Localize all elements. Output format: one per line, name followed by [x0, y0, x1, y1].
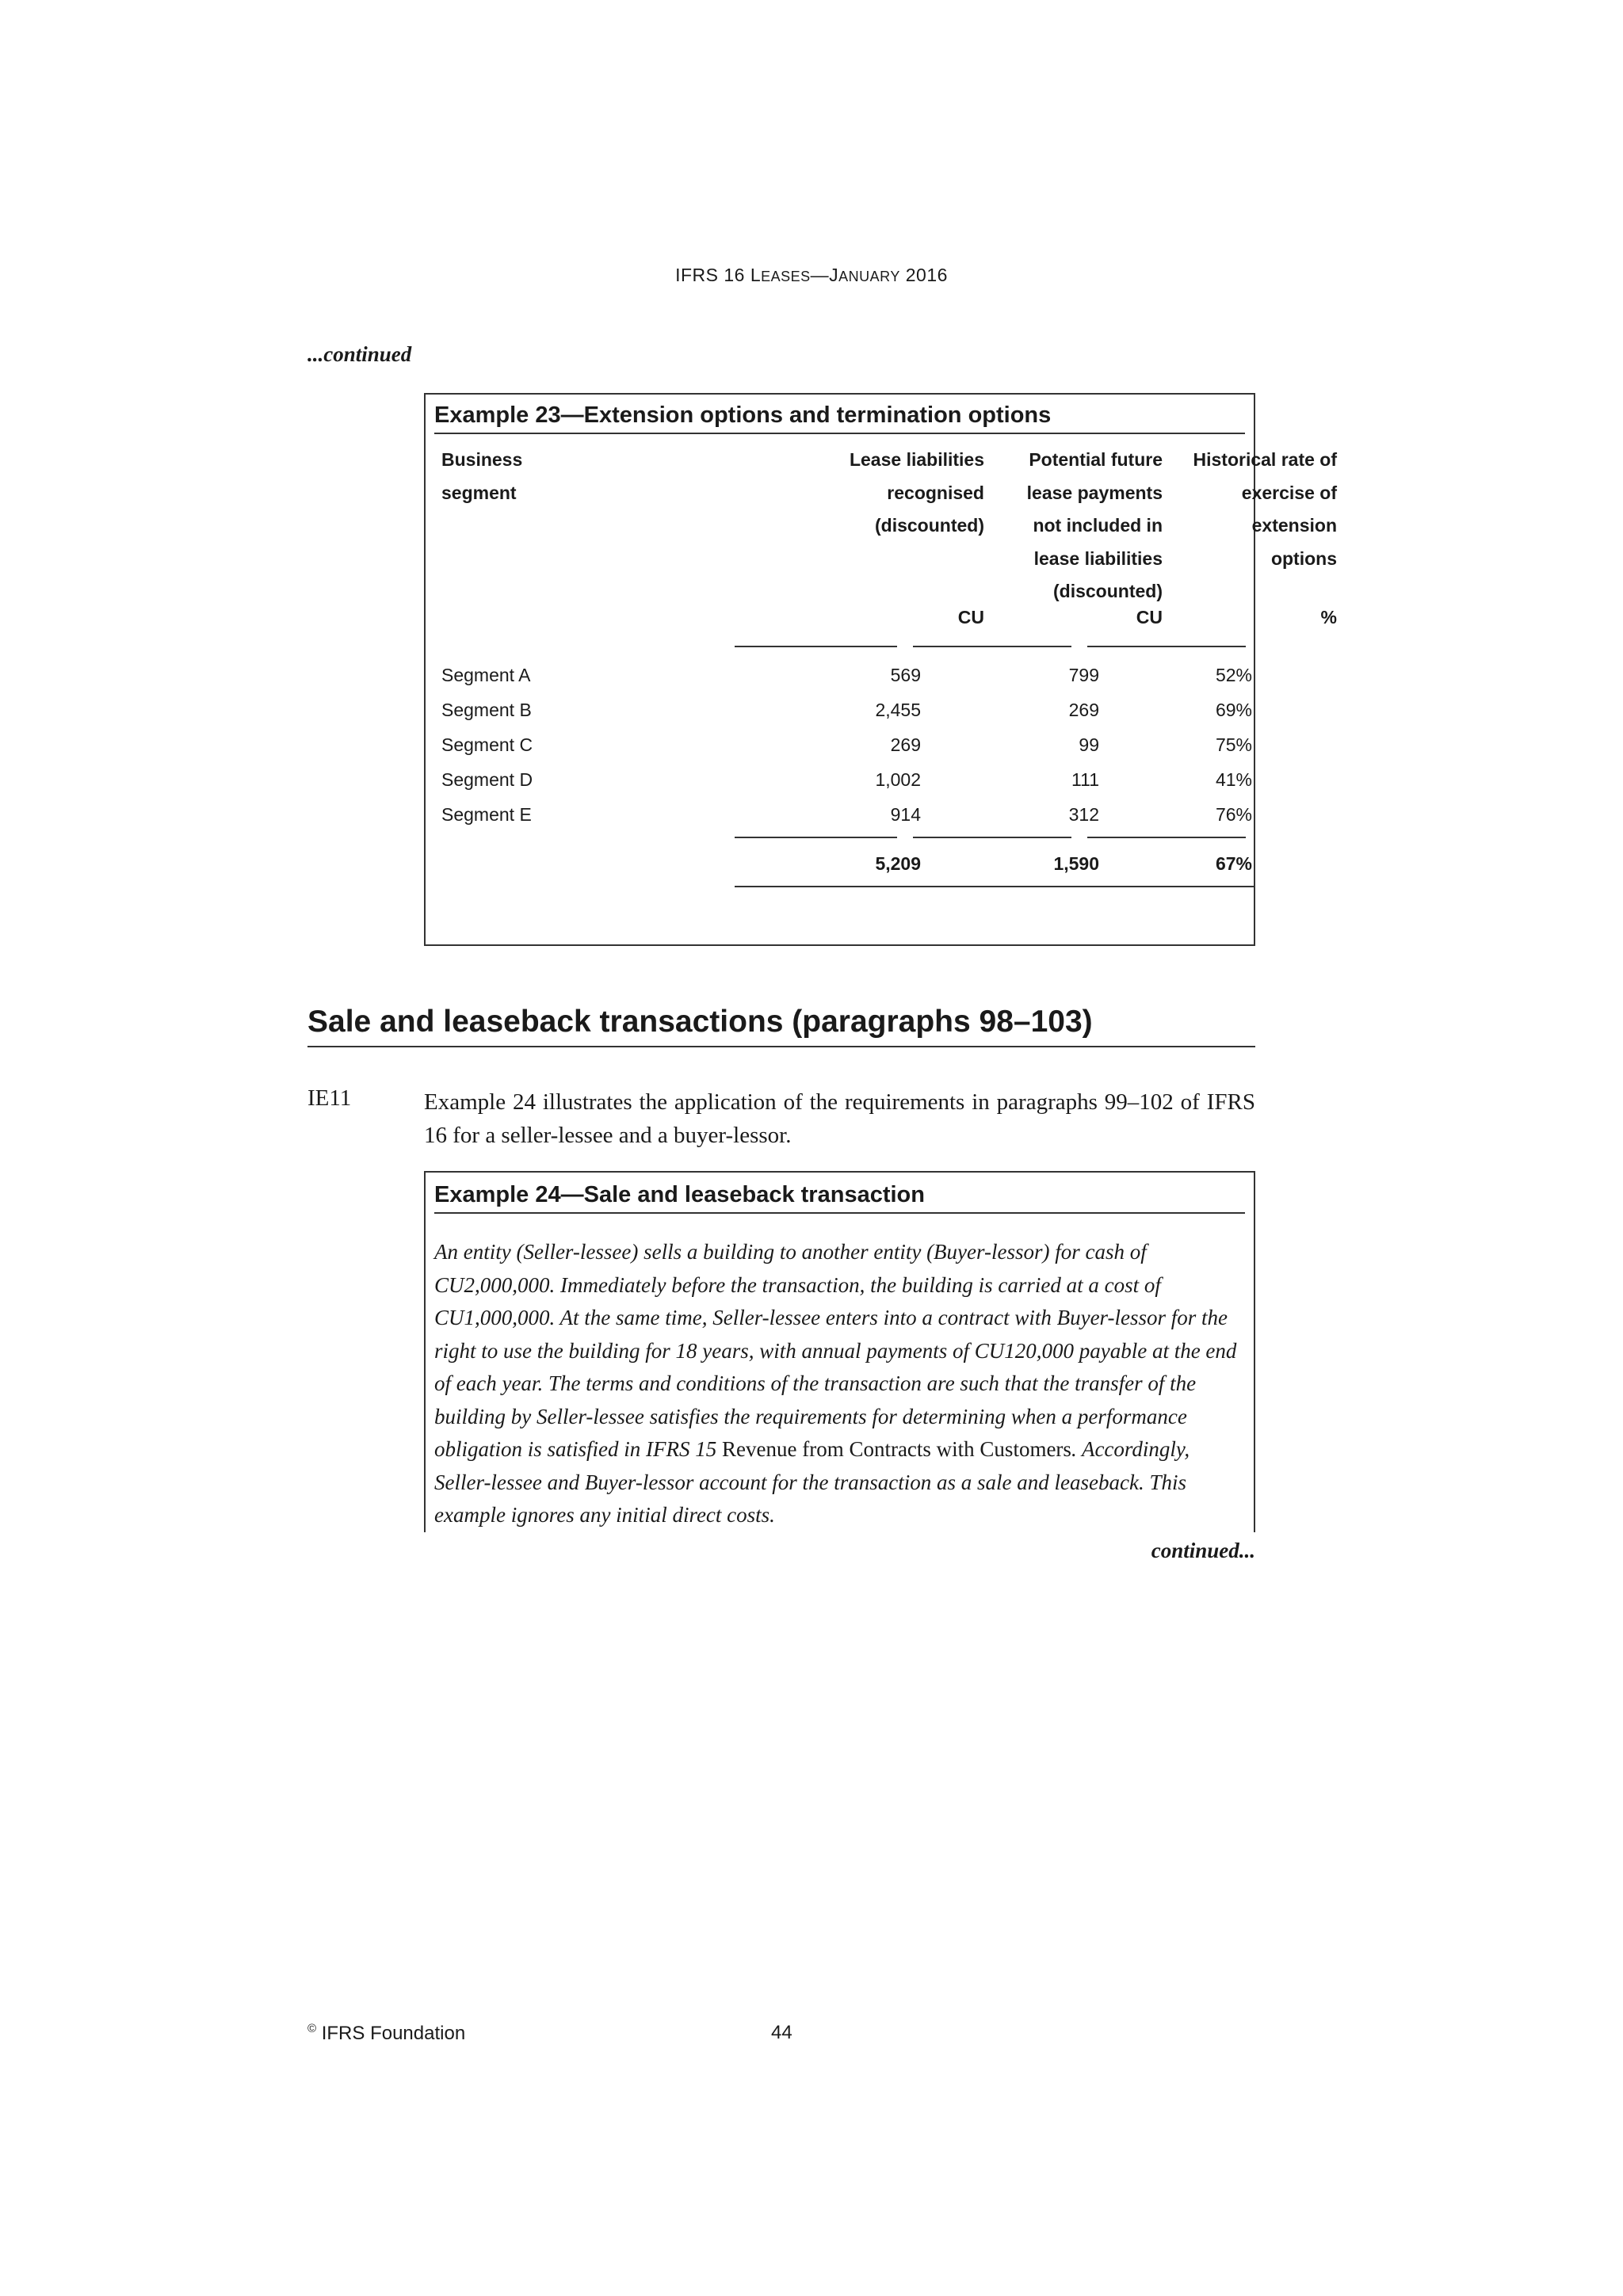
section-heading: Sale and leaseback transactions (paragraphs 98–103) [307, 1005, 1255, 1047]
footer-copyright: © IFRS Foundation [307, 2022, 466, 2044]
total-row: 5,209 1,590 67% [875, 853, 1252, 874]
table-row: Segment B 2,455 269 69% [441, 700, 1252, 720]
total-rule-bottom [735, 886, 1254, 887]
total-rule-top-3 [1087, 837, 1246, 838]
paragraph-text: Example 24 illustrates the application of the requirements in paragraphs 99–102 of IFRS 16 for a seller-lessee and a buyer-lessor. [424, 1089, 1255, 1148]
example-23-box [424, 393, 1337, 946]
table-row: Segment D 1,002 111 41% [441, 769, 1252, 790]
example-24-body: An entity (Seller-lessee) sells a building to another entity (Buyer-lessor) for cash of CU2,000,000. Immediately before the transaction, the building is carried at a cost of CU1,000,000. At the same time, Seller-lessee enters into a contract with Buyer-lessor for the right to use the building for 18 years, with annual payments of CU120,000 payable at the end of each year. The terms and conditions of the transaction are such that the transfer of the building by Seller-lessee satisfies the requirements for determining when a performance obligation is satisfied in IFRS 15 Revenue from Contracts with Customers. Accordingly, Seller-lessee and Buyer-lessor account for the transaction as a sale and leaseback. This example ignores any initial direct costs. [434, 1240, 1237, 1527]
table-row: Segment A 569 799 52% [441, 665, 1252, 685]
unit-cu-potential: CU [1136, 607, 1163, 627]
example-23-title: Example 23—Extension options and termination options [434, 399, 1245, 434]
example-24-box [424, 1171, 1255, 1532]
table-row: Segment C 269 99 75% [441, 734, 1252, 755]
header-rule-1 [735, 646, 897, 647]
running-header: IFRS 16 LEASES—JANUARY 2016 [675, 265, 948, 285]
column-header-historical-rate: Historical rate of exercise of extension options [1193, 449, 1337, 569]
header-rule-2 [913, 646, 1071, 647]
continued-marker-bottom: continued... [1151, 1539, 1255, 1562]
continued-marker-top: ...continued [307, 342, 412, 366]
column-header-potential-payments: Potential future lease payments not included in lease liabilities (discounted) [1026, 449, 1163, 601]
unit-cu-liabilities: CU [957, 607, 984, 627]
column-header-lease-liabilities: Lease liabilities recognised (discounted) [849, 449, 984, 536]
unit-percent: % [1320, 607, 1337, 627]
column-header-segment: Business segment [441, 449, 523, 503]
page-number: 44 [771, 2022, 792, 2043]
table-row: Segment E 914 312 76% [441, 804, 1252, 825]
total-rule-top-1 [735, 837, 897, 838]
paragraph-number: IE11 [307, 1085, 352, 1111]
header-rule-3 [1087, 646, 1246, 647]
example-24-title: Example 24—Sale and leaseback transaction [434, 1177, 1245, 1214]
total-rule-top-2 [913, 837, 1071, 838]
